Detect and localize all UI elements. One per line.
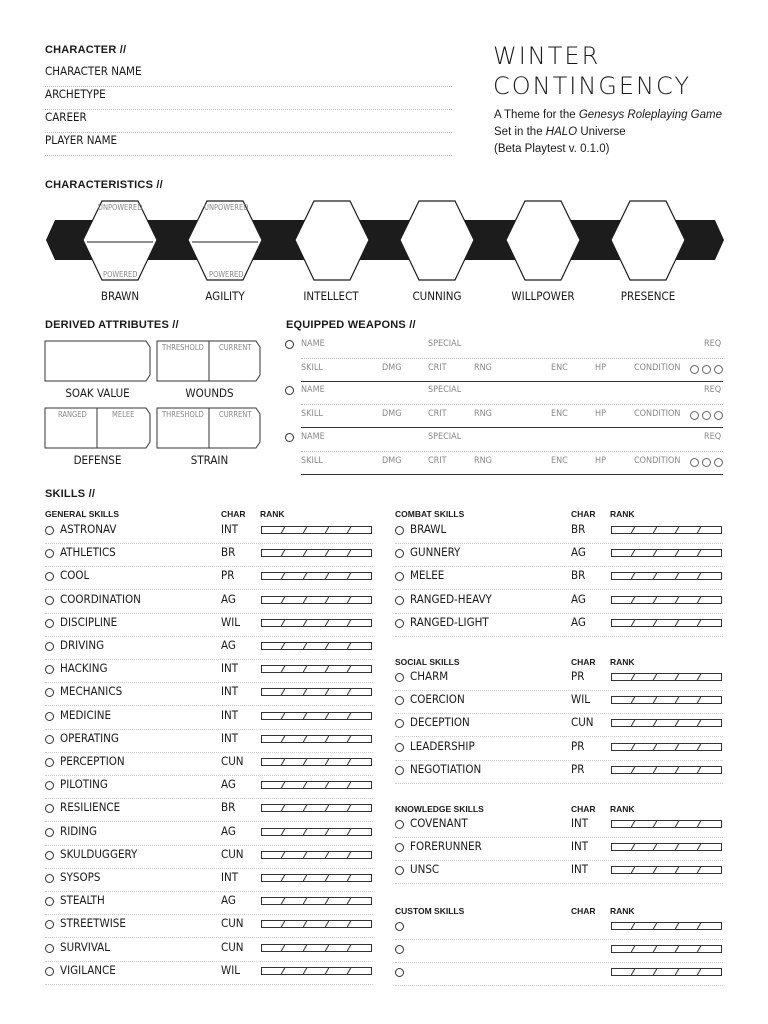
skill-negotiation-char: PR (571, 761, 585, 776)
skill-covenant-name: COVENANT (410, 816, 468, 830)
skill-custom-custom-3-rank-track[interactable] (611, 968, 722, 976)
weapon-2-special-label: SPECIAL (428, 385, 462, 395)
weapon-3-crit-label: CRIT (428, 456, 447, 466)
skill-discipline-career-circle[interactable] (45, 619, 54, 628)
skill-skulduggery-rank-track[interactable] (261, 851, 372, 859)
skill-unsc-name: UNSC (410, 862, 440, 877)
skill-astronav-char: INT (221, 522, 239, 536)
cunning-hexagon[interactable] (400, 201, 474, 280)
character-name-field[interactable] (45, 63, 452, 87)
weapon-2-condition-circle-3[interactable] (714, 411, 723, 420)
skill-resilience-name: RESILIENCE (60, 800, 121, 815)
skill-ranged-heavy-career-circle[interactable] (395, 596, 404, 605)
weapon-1-special-label: SPECIAL (428, 339, 462, 349)
agility-unpowered-label: UNPOWERED (204, 203, 249, 212)
skill-ranged-light-char: AG (571, 614, 586, 629)
weapon-2-hp-label: HP (595, 409, 606, 419)
skill-astronav-rank-track[interactable] (261, 526, 372, 534)
weapon-3-hp-label: HP (595, 456, 606, 466)
weapon-3-condition-label: CONDITION (634, 456, 681, 466)
skill-leadership-career-circle[interactable] (395, 743, 404, 752)
skill-negotiation-name: NEGOTIATION (410, 761, 482, 776)
skill-cool-rank-track[interactable] (261, 572, 372, 580)
willpower-hexagon[interactable] (506, 201, 580, 280)
skill-custom-custom-1-career-circle[interactable] (395, 922, 404, 931)
skill-streetwise-career-circle[interactable] (45, 920, 54, 929)
custom-rank-header: RANK (610, 906, 635, 916)
skill-cool-career-circle[interactable] (45, 572, 54, 581)
skill-ranged-light-rank-track[interactable] (611, 619, 722, 627)
defense-label: DEFENSE (73, 453, 122, 467)
title-line-2: CONTINGENCY (493, 72, 692, 100)
weapon-3-name-row[interactable] (301, 429, 723, 452)
skill-coordination-career-circle[interactable] (45, 596, 54, 605)
subtitle-line-3: (Beta Playtest v. 0.1.0) (494, 143, 610, 155)
skill-negotiation-rank-track[interactable] (611, 766, 722, 774)
skill-astronav-career-circle[interactable] (45, 526, 54, 535)
skill-driving-char: AG (221, 638, 236, 652)
weapon-3-rng-label: RNG (474, 456, 492, 466)
skill-medicine-rank-track[interactable] (261, 712, 372, 720)
agility-label: AGILITY (205, 289, 245, 303)
skill-covenant-career-circle[interactable] (395, 820, 404, 829)
weapon-1-hp-label: HP (595, 363, 606, 373)
skill-survival-career-circle[interactable] (45, 944, 54, 953)
brawn-powered-label: POWERED (103, 270, 138, 279)
weapon-1-dmg-label: DMG (382, 363, 402, 373)
skill-vigilance-name: VIGILANCE (60, 962, 116, 977)
skill-brawl-rank-track[interactable] (611, 526, 722, 534)
skill-sysops-name: SYSOPS (60, 870, 101, 884)
skill-forerunner-char: INT (571, 839, 589, 854)
player-name-label: PLAYER NAME (45, 133, 118, 147)
skill-skulduggery-career-circle[interactable] (45, 851, 54, 860)
weapon-3-condition-circle-2[interactable] (702, 458, 711, 467)
strain-label: STRAIN (190, 453, 229, 467)
custom-skills-header: CUSTOM SKILLS (395, 906, 465, 916)
skill-skulduggery-name: SKULDUGGERY (60, 846, 138, 861)
weapon-1-rng-label: RNG (474, 363, 492, 373)
skill-stealth-char: AG (221, 893, 236, 908)
skill-brawl-name: BRAWL (410, 522, 447, 536)
custom-char-header: CHAR (571, 906, 596, 916)
skill-ranged-heavy-name: RANGED-HEAVY (410, 591, 492, 606)
career-field[interactable] (45, 109, 452, 133)
skill-mechanics-name: MECHANICS (60, 684, 123, 699)
skill-charm-career-circle[interactable] (395, 673, 404, 682)
skill-driving-name: DRIVING (60, 638, 105, 652)
combat-rank-header: RANK (610, 509, 635, 519)
skill-mechanics-char: INT (221, 684, 239, 699)
skill-operating-career-circle[interactable] (45, 735, 54, 744)
skill-unsc-rank-track[interactable] (611, 866, 722, 874)
skill-streetwise-rank-track[interactable] (261, 920, 372, 928)
character-section-label: CHARACTER // (45, 44, 127, 56)
skill-survival-name: SURVIVAL (60, 939, 111, 954)
skill-perception-name: PERCEPTION (60, 754, 125, 768)
skill-coercion-rank-track[interactable] (611, 696, 722, 704)
intellect-label: INTELLECT (303, 289, 359, 303)
archetype-label: ARCHETYPE (45, 87, 106, 101)
weapon-2-skill-label: SKILL (301, 409, 323, 419)
wounds-threshold-label: THRESHOLD (162, 343, 204, 352)
skill-melee-name: MELEE (410, 568, 445, 583)
presence-hexagon[interactable] (611, 201, 685, 280)
weapon-1-condition-label: CONDITION (634, 363, 681, 373)
weapon-1-req-label: REQ (704, 339, 722, 349)
weapon-3-condition-circle-1[interactable] (690, 458, 699, 467)
skill-gunnery-rank-track[interactable] (611, 549, 722, 557)
soak-box[interactable] (45, 341, 150, 381)
weapon-2-name-label: NAME (301, 385, 325, 395)
combat-char-header: CHAR (571, 509, 596, 519)
skill-ranged-heavy-rank-track[interactable] (611, 596, 722, 604)
skill-melee-career-circle[interactable] (395, 572, 404, 581)
skill-survival-char: CUN (221, 939, 244, 954)
player-name-field[interactable] (45, 132, 452, 156)
skill-leadership-rank-track[interactable] (611, 743, 722, 751)
agility-hexagon[interactable] (188, 201, 262, 280)
skill-skulduggery-char: CUN (221, 846, 244, 861)
wounds-current-label: CURRENT (219, 343, 252, 352)
subtitle-line-2: Set in the HALO Universe (494, 126, 626, 138)
skill-brawl-career-circle[interactable] (395, 526, 404, 535)
weapon-3-dmg-label: DMG (382, 456, 402, 466)
skill-riding-rank-track[interactable] (261, 828, 372, 836)
social-rank-header: RANK (610, 657, 635, 667)
skill-stealth-career-circle[interactable] (45, 897, 54, 906)
skill-cool-char: PR (221, 568, 235, 583)
subtitle-line-1: A Theme for the Genesys Roleplaying Game (494, 109, 722, 121)
skill-hacking-rank-track[interactable] (261, 665, 372, 673)
skill-hacking-career-circle[interactable] (45, 665, 54, 674)
skill-sysops-rank-track[interactable] (261, 874, 372, 882)
characteristics-section-label: CHARACTERISTICS // (45, 179, 163, 191)
skill-forerunner-name: FORERUNNER (410, 839, 482, 854)
combat-skills-header: COMBAT SKILLS (395, 509, 465, 519)
defense-ranged-label: RANGED (58, 410, 87, 419)
weapon-2-crit-label: CRIT (428, 409, 447, 419)
skill-negotiation-career-circle[interactable] (395, 766, 404, 775)
skill-leadership-name: LEADERSHIP (410, 738, 475, 753)
strain-threshold-label: THRESHOLD (162, 410, 204, 419)
skill-survival-rank-track[interactable] (261, 944, 372, 952)
skill-driving-rank-track[interactable] (261, 642, 372, 650)
skill-vigilance-career-circle[interactable] (45, 967, 54, 976)
skill-custom-custom-3-career-circle[interactable] (395, 968, 404, 977)
skill-coordination-rank-track[interactable] (261, 596, 372, 604)
agility-powered-label: POWERED (209, 270, 244, 279)
skill-operating-name: OPERATING (60, 730, 119, 745)
weapon-3-req-label: REQ (704, 432, 722, 442)
weapon-2-enc-label: ENC (551, 409, 568, 419)
skill-mechanics-rank-track[interactable] (261, 688, 372, 696)
skill-medicine-career-circle[interactable] (45, 712, 54, 721)
weapon-1-skill-label: SKILL (301, 363, 323, 373)
skill-deception-name: DECEPTION (410, 715, 470, 730)
skill-melee-char: BR (571, 568, 586, 583)
intellect-hexagon[interactable] (295, 201, 369, 280)
weapon-2-condition-label: CONDITION (634, 409, 681, 419)
skill-perception-rank-track[interactable] (261, 758, 372, 766)
weapon-1-condition-circle-1[interactable] (690, 365, 699, 374)
skill-melee-rank-track[interactable] (611, 572, 722, 580)
skill-resilience-char: BR (221, 800, 236, 815)
weapon-1-condition-circle-3[interactable] (714, 365, 723, 374)
weapon-1-enc-label: ENC (551, 363, 568, 373)
skill-riding-career-circle[interactable] (45, 828, 54, 837)
skill-forerunner-career-circle[interactable] (395, 843, 404, 852)
weapon-3-condition-circle-3[interactable] (714, 458, 723, 467)
skill-athletics-rank-track[interactable] (261, 549, 372, 557)
career-label: CAREER (45, 110, 87, 124)
archetype-field[interactable] (45, 86, 452, 110)
general-char-header: CHAR (221, 509, 246, 519)
knowledge-skills-header: KNOWLEDGE SKILLS (395, 804, 484, 814)
skill-coercion-name: COERCION (410, 692, 465, 707)
weapon-1-condition-circle-2[interactable] (702, 365, 711, 374)
presence-label: PRESENCE (620, 289, 676, 303)
skill-gunnery-name: GUNNERY (410, 545, 461, 560)
knowledge-char-header: CHAR (571, 804, 596, 814)
skill-stealth-rank-track[interactable] (261, 897, 372, 905)
skill-medicine-char: INT (221, 707, 239, 722)
character-name-label: CHARACTER NAME (45, 64, 142, 78)
skill-streetwise-name: STREETWISE (60, 916, 126, 931)
cunning-label: CUNNING (412, 289, 462, 303)
brawn-hexagon[interactable] (83, 201, 157, 280)
skill-covenant-char: INT (571, 816, 589, 830)
skill-covenant-rank-track[interactable] (611, 820, 722, 828)
brawn-unpowered-label: UNPOWERED (98, 203, 143, 212)
skill-ranged-light-name: RANGED-LIGHT (410, 614, 489, 629)
social-skills-header: SOCIAL SKILLS (395, 657, 460, 667)
skill-resilience-career-circle[interactable] (45, 804, 54, 813)
skill-riding-char: AG (221, 823, 236, 838)
general-rank-header: RANK (260, 509, 285, 519)
skill-riding-name: RIDING (60, 823, 98, 838)
skill-ranged-light-career-circle[interactable] (395, 619, 404, 628)
skill-brawl-char: BR (571, 522, 586, 536)
skill-deception-career-circle[interactable] (395, 719, 404, 728)
skill-piloting-rank-track[interactable] (261, 781, 372, 789)
willpower-label: WILLPOWER (511, 289, 575, 303)
skill-mechanics-career-circle[interactable] (45, 688, 54, 697)
skill-vigilance-char: WIL (221, 962, 241, 977)
skill-gunnery-char: AG (571, 545, 586, 560)
skill-piloting-char: AG (221, 777, 236, 792)
skill-perception-char: CUN (221, 754, 244, 768)
skill-custom-custom-1-rank-track[interactable] (611, 922, 722, 930)
skill-resilience-rank-track[interactable] (261, 804, 372, 812)
social-char-header: CHAR (571, 657, 596, 667)
skill-charm-char: PR (571, 669, 585, 683)
skill-deception-rank-track[interactable] (611, 719, 722, 727)
weapon-2-rng-label: RNG (474, 409, 492, 419)
skill-coercion-career-circle[interactable] (395, 696, 404, 705)
weapon-2-condition-circle-1[interactable] (690, 411, 699, 420)
weapon-1-crit-label: CRIT (428, 363, 447, 373)
skill-discipline-name: DISCIPLINE (60, 614, 118, 629)
skill-unsc-career-circle[interactable] (395, 866, 404, 875)
weapon-2-select-circle[interactable] (285, 386, 294, 395)
weapon-3-skill-label: SKILL (301, 456, 323, 466)
weapon-2-dmg-label: DMG (382, 409, 402, 419)
skill-piloting-career-circle[interactable] (45, 781, 54, 790)
skill-forerunner-rank-track[interactable] (611, 843, 722, 851)
weapon-2-req-label: REQ (704, 385, 722, 395)
skill-sysops-char: INT (221, 870, 239, 884)
skill-leadership-char: PR (571, 738, 585, 753)
skill-perception-career-circle[interactable] (45, 758, 54, 767)
skill-charm-name: CHARM (410, 669, 449, 683)
skill-operating-char: INT (221, 730, 239, 745)
skill-athletics-career-circle[interactable] (45, 549, 54, 558)
skill-operating-rank-track[interactable] (261, 735, 372, 743)
weapon-2-name-row[interactable] (301, 382, 723, 405)
skill-piloting-name: PILOTING (60, 777, 108, 792)
soak-value-label: SOAK VALUE (65, 386, 130, 400)
title-line-1: WINTER (493, 42, 601, 70)
strain-current-label: CURRENT (219, 410, 252, 419)
skill-sysops-career-circle[interactable] (45, 874, 54, 883)
skill-coordination-name: COORDINATION (60, 591, 141, 606)
wounds-label: WOUNDS (185, 386, 234, 400)
weapon-1-name-label: NAME (301, 339, 325, 349)
general-skills-header: GENERAL SKILLS (45, 509, 119, 519)
skill-hacking-name: HACKING (60, 661, 108, 676)
weapon-1-name-row[interactable] (301, 336, 723, 359)
skill-cool-name: COOL (60, 568, 90, 583)
skills-section-label: SKILLS // (45, 488, 96, 500)
weapon-3-name-label: NAME (301, 432, 325, 442)
skill-astronav-name: ASTRONAV (60, 522, 117, 536)
skill-athletics-name: ATHLETICS (60, 545, 116, 560)
defense-melee-label: MELEE (112, 410, 135, 419)
skill-ranged-heavy-char: AG (571, 591, 586, 606)
skill-discipline-rank-track[interactable] (261, 619, 372, 627)
skill-unsc-char: INT (571, 862, 589, 877)
skill-driving-career-circle[interactable] (45, 642, 54, 651)
skill-athletics-char: BR (221, 545, 236, 560)
skill-hacking-char: INT (221, 661, 239, 676)
weapon-3-select-circle[interactable] (285, 433, 294, 442)
skill-coordination-char: AG (221, 591, 236, 606)
skill-custom-custom-2-rank-track[interactable] (611, 945, 722, 953)
knowledge-rank-header: RANK (610, 804, 635, 814)
skill-discipline-char: WIL (221, 614, 241, 629)
skill-streetwise-char: CUN (221, 916, 244, 931)
weapon-3-special-label: SPECIAL (428, 432, 462, 442)
weapon-2-condition-circle-2[interactable] (702, 411, 711, 420)
skill-coercion-char: WIL (571, 692, 591, 707)
weapons-section-label: EQUIPPED WEAPONS // (286, 319, 416, 331)
skill-medicine-name: MEDICINE (60, 707, 112, 722)
skill-custom-custom-2-career-circle[interactable] (395, 945, 404, 954)
skill-deception-char: CUN (571, 715, 594, 730)
derived-section-label: DERIVED ATTRIBUTES // (45, 319, 179, 331)
skill-stealth-name: STEALTH (60, 893, 105, 908)
weapon-1-select-circle[interactable] (285, 340, 294, 349)
skill-vigilance-rank-track[interactable] (261, 967, 372, 975)
weapon-3-enc-label: ENC (551, 456, 568, 466)
skill-charm-rank-track[interactable] (611, 673, 722, 681)
brawn-label: BRAWN (100, 289, 140, 303)
skill-gunnery-career-circle[interactable] (395, 549, 404, 558)
